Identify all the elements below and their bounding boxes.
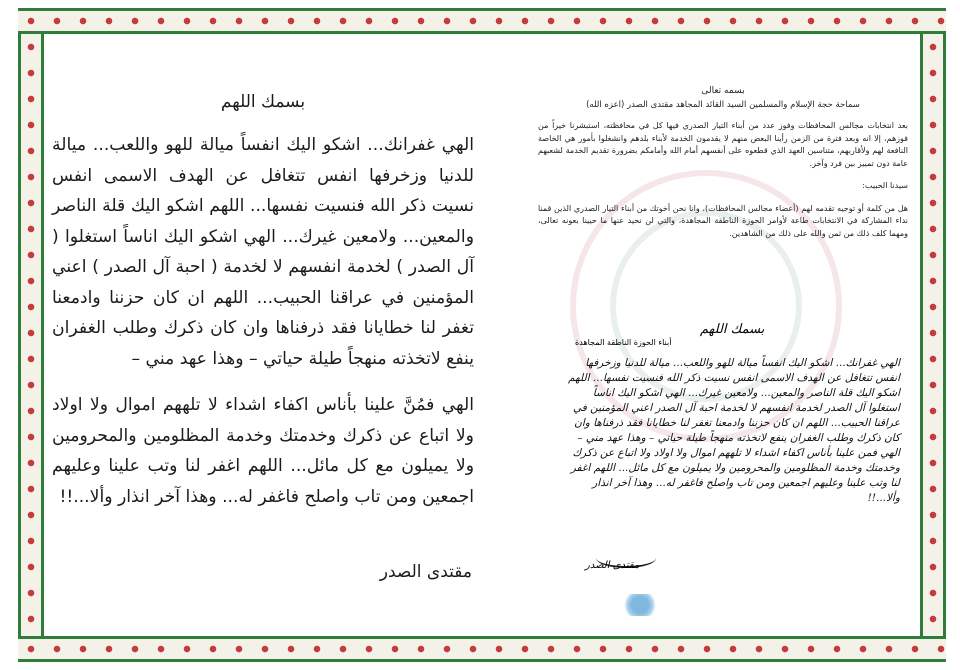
handwritten-title: بسمك اللهم [700,322,765,337]
border-left [18,34,44,636]
letter-signature: مقتدى الصدر [379,562,472,582]
handwritten-text: الهي غفرانك... اشكو اليك انفساً ميالة للهو واللعب... ميالة للدنيا وزخرفها انفس تتغافل عن الهدف الاسمى انفس نسيت ذكر الله فنسيت نفسها... اللهم اشكو اليك قلة الناصر والمعين... ولامعين غيرك... الهي اشكو اليك اناساً استغلوا آل الصدر لخدمة انفسهم لا لخدمة احبة آل الصدر اعني المؤمنين في عراقنا الحبيب... اللهم ان كان حزننا وادمعنا تغفر لنا خطايانا فقد ذرفناها وان كان ذكرك وطلب الغفران ينفع لاتخذته منهجاً طيلة حياتي – وهذا عهد مني – الهي فمن علينا بأناس اكفاء اشداء لا تلههم اموال ولا اولاد ولا اتباع عن ذكرك وخدمتك وخدمة المظلومين والمحرومين ولا يميلون مع كل مائل... اللهم اغفر لنا وتب علينا وعليهم اجمعين ومن تاب واصلح فاغفر له... وهذا آخر انذار وألا...!! [568,357,900,504]
handwritten-signature: مقتدى الصدر [585,560,640,571]
sender-label: أبناء الحوزة الناطقة المجاهدة [575,338,672,347]
scanned-letter [538,86,908,622]
letter-paragraph-1: الهي غفرانك... اشكو اليك انفساً ميالة للهو واللعب... ميالة للدنيا وزخرفها انفس تتغافل عن الهدف الاسمى انفس نسيت ذكر الله فنسيت نفسها... اللهم اشكو اليك قلة الناصر والمعين... ولامعين غيرك... الهي اشكو اليك اناساً استغلوا ( آل الصدر ) لخدمة انفسهم لا لخدمة ( احبة آل الصدر ) اعني المؤمنين في عراقنا الحبيب... اللهم ان كان حزننا وادمعنا تغفر لنا خطايانا فقد ذرفناها وان كان ذكرك وطلب الغفران ينفع لاتخذته منهجاً طيلة حياتي – وهذا عهد مني – [52,135,474,369]
scan-body-2: هل من كلمة أو توجيه تقدمه لهم (أعضاء مجالس المحافظات)، وانا نحن أخوتك من أبناء التيار الصدري الذين قمنا نداء المشاركة في الانتخابات طاعة لأوامر الحوزة الناطقة المجاهدة، والتي لن نحيد عنها ما حيينا بعونه تعالى، ومهما كلف ذلك من ثمن والله على ذلك من الشاهدين. [538,203,908,238]
scan-title: بسمه تعالى [701,86,745,96]
scan-address: سيدنا الحبيب: [862,181,908,190]
letter-paragraph-2: الهي فمُنَّ علينا بأناس اكفاء اشداء لا تلههم اموال ولا اولاد ولا اتباع عن ذكرك وخدمتك وخدمة المظلومين والمحرومين ولا يميلون مع كل مائل... اللهم اغفر لنا وتب علينا وعليهم اجمعين ومن تاب واصلح فاغفر له... وهذا آخر انذار وألا...!! [52,395,474,507]
letter-title: بسمك اللهم [220,92,306,112]
border-bottom [18,636,946,662]
border-top [18,8,946,34]
scan-subtitle: سماحة حجة الإسلام والمسلمين السيد القائد المجاهد مقتدى الصدر (اعزه الله) [586,100,860,110]
typed-letter [52,92,474,582]
border-right [920,34,946,636]
blue-stamp [622,594,658,616]
scan-body-1: بعد انتخابات مجالس المحافظات وفوز عدد من أبناء التيار الصدري فيها كل في محافظته، استبشرنا خيراً من فوزهم، إلا انه وبعد فترة من الزمن رأينا البعض منهم لا يقدمون الخدمة لأبناء بلدهم وانشغلوا بأمور هي الخاصة النافعة لهم ولأقاربهم، متناسين العهد الذي قطعوه على أنفسهم أمام الله وأمامكم بضرورة تقديم الخدمة لشعبهم عامة دون تمييز بين فرد وآخر. [538,121,908,168]
